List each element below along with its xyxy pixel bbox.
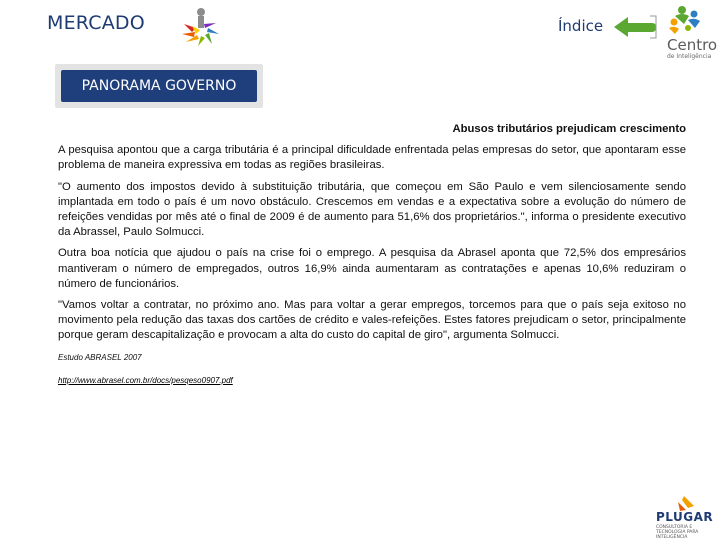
plugar-subtitle: CONSULTORIA E TECNOLOGIA PARA INTELIGÊNCIA: [656, 525, 699, 540]
people-circle-icon: [178, 4, 224, 48]
page-title: MERCADO: [47, 12, 145, 34]
index-link[interactable]: Índice: [558, 17, 604, 35]
article-paragraph: Outra boa notícia que ajudou o país na crise foi o emprego. A pesquisa da Abrasel aponta que 72,5% dos empresários mantiveram o número de empregados, outros 16,9% ainda aumentaram as contratações e apenas 10,6% reduziram o número de funcionários.: [58, 247, 686, 290]
centro-subtitle: de Inteligência: [667, 53, 712, 60]
plugar-name: PLUGAR: [656, 510, 714, 524]
article-paragraph: "Vamos voltar a contratar, no próximo ano. Mas para voltar a gerar empregos, torcemos para que o país seja exitoso no movimento pela redução das taxas dos cartões de crédito e vales-refeições. Estes fatores prejudicam o setor, principalmente porque geram descapitalização e provocam a alta do custo do capital de giro", argumenta Solmucci.: [58, 299, 686, 342]
article-paragraph: "O aumento dos impostos devido à substituição tributária, que começou em São Paulo e vem silenciosamente sendo implantada em todo o país é um novo obstáculo. Crescemos em vendas e a expectativa sobre a evolução do número de refeições vendidas por mês até o final de 2009 é de aumento para 51,6% dos proprietários.", informa o presidente executivo da Abrassel, Paulo Solmucci.: [58, 180, 686, 239]
article-title: Abusos tributários prejudicam crescimento: [452, 123, 686, 135]
source-link[interactable]: http://www.abrasel.com.br/docs/pesqeso0907.pdf: [58, 375, 233, 385]
section-header: [55, 64, 263, 108]
article-paragraph: A pesquisa apontou que a carga tributária é a principal dificuldade enfrentada pelas empresas do setor, que apontaram esse problema de maneira expressiva em todas as regiões brasileiras.: [58, 144, 686, 172]
source-citation: Estudo ABRASEL 2007: [58, 352, 142, 362]
centro-name: Centro: [667, 36, 718, 54]
panorama-governo-button[interactable]: PANORAMA GOVERNO: [61, 70, 257, 102]
article: [58, 122, 686, 388]
back-arrow-icon[interactable]: [612, 14, 658, 40]
